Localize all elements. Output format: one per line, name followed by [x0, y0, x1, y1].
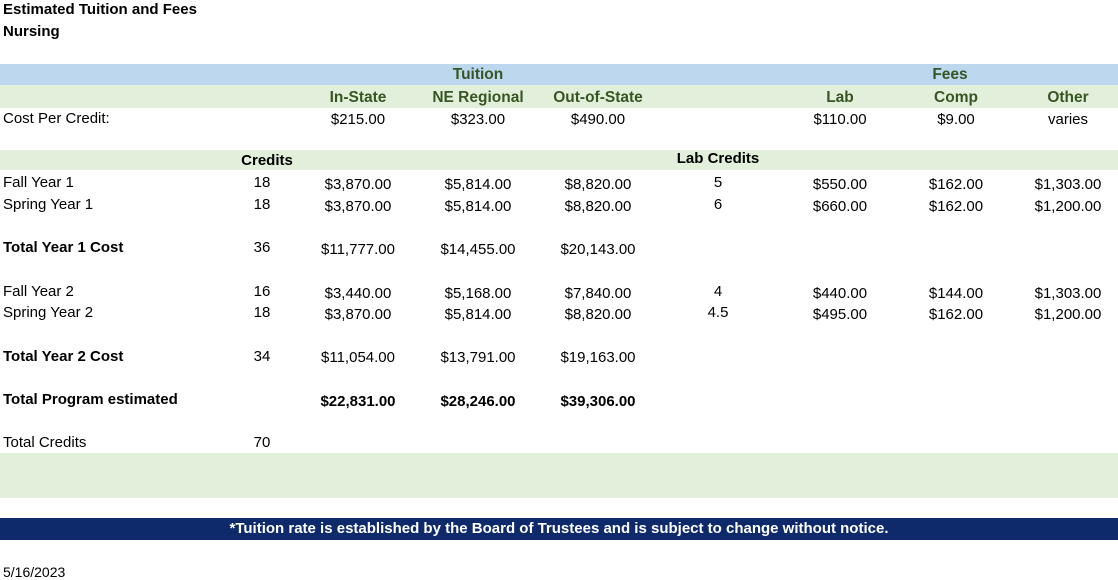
notice-bar	[0, 518, 1118, 540]
row-in-state: $3,440.00	[324, 285, 392, 302]
row-ne-regional: $13,791.00	[440, 349, 516, 366]
total-program-label: Total Program estimated	[3, 391, 178, 408]
cost-per-credit-label: Cost Per Credit:	[3, 110, 110, 127]
row-credits: 16	[253, 283, 271, 300]
row-label: Spring Year 2	[3, 304, 94, 321]
row-other: $1,303.00	[1034, 176, 1102, 193]
row-ne-regional: $14,455.00	[440, 241, 516, 258]
footer-green-band	[0, 453, 1118, 498]
credits-header-band	[0, 150, 1118, 170]
cost-per-credit-lab: $110.00	[813, 111, 867, 128]
row-comp: $144.00	[928, 285, 984, 302]
row-lab: $495.00	[812, 306, 868, 323]
date-stamp: 5/16/2023	[3, 564, 66, 580]
row-in-state: $3,870.00	[324, 198, 392, 215]
cost-per-credit-ne-regional: $323.00	[450, 111, 506, 128]
row-lab: $550.00	[812, 176, 868, 193]
row-lab-credits: 4.5	[707, 304, 729, 321]
row-in-state: $3,870.00	[324, 176, 392, 193]
row-other: $1,200.00	[1034, 306, 1102, 323]
row-credits: 18	[253, 174, 271, 191]
row-in-state: $11,777.00	[321, 241, 395, 258]
total-credits-label: Total Credits	[3, 434, 87, 451]
row-ne-regional: $5,814.00	[444, 198, 512, 215]
row-out-of-state: $7,840.00	[564, 285, 632, 302]
row-lab: $440.00	[812, 285, 868, 302]
credits-header: Credits	[241, 152, 293, 169]
row-in-state: $11,054.00	[321, 349, 395, 366]
row-lab-credits: 5	[713, 174, 723, 191]
other-header: Other	[1047, 89, 1089, 106]
in-state-header: In-State	[329, 89, 387, 106]
total-program-out-of-state: $39,306.00	[560, 393, 636, 410]
row-ne-regional: $5,814.00	[444, 176, 512, 193]
total-program-ne-regional: $28,246.00	[440, 393, 516, 410]
row-other: $1,303.00	[1034, 285, 1102, 302]
notice-text: *Tuition rate is established by the Board of Trustees and is subject to change without notice.	[229, 520, 889, 537]
lab-credits-header: Lab Credits	[676, 150, 760, 167]
row-out-of-state: $8,820.00	[564, 306, 632, 323]
title-line-1: Estimated Tuition and Fees	[3, 1, 197, 18]
row-out-of-state: $20,143.00	[560, 241, 636, 258]
row-lab-credits: 6	[713, 196, 723, 213]
fees-group-header: Fees	[932, 66, 968, 83]
row-out-of-state: $8,820.00	[564, 198, 632, 215]
cost-per-credit-in-state: $215.00	[330, 111, 386, 128]
total-year-2-label: Total Year 2 Cost	[3, 348, 124, 365]
row-other: $1,200.00	[1034, 198, 1102, 215]
total-program-in-state: $22,831.00	[320, 393, 396, 410]
comp-header: Comp	[934, 89, 978, 106]
row-comp: $162.00	[928, 176, 984, 193]
row-lab: $660.00	[812, 198, 868, 215]
row-label: Spring Year 1	[3, 196, 94, 213]
row-label: Fall Year 1	[3, 174, 74, 191]
row-comp: $162.00	[928, 198, 984, 215]
row-lab-credits: 4	[713, 283, 723, 300]
total-year-1-label: Total Year 1 Cost	[3, 239, 124, 256]
row-credits: 34	[253, 348, 271, 365]
cost-per-credit-other: varies	[1047, 111, 1088, 128]
row-out-of-state: $19,163.00	[560, 349, 636, 366]
out-of-state-header: Out-of-State	[553, 89, 643, 106]
row-credits: 18	[253, 196, 271, 213]
cost-per-credit-out-of-state: $490.00	[570, 111, 626, 128]
row-credits: 18	[253, 304, 271, 321]
row-credits: 36	[253, 239, 271, 256]
row-in-state: $3,870.00	[324, 306, 392, 323]
row-label: Fall Year 2	[3, 283, 74, 300]
row-ne-regional: $5,814.00	[444, 306, 512, 323]
title-line-2: Nursing	[3, 23, 60, 40]
total-credits-value: 70	[253, 434, 271, 451]
row-comp: $162.00	[928, 306, 984, 323]
row-ne-regional: $5,168.00	[444, 285, 512, 302]
row-out-of-state: $8,820.00	[564, 176, 632, 193]
tuition-group-header: Tuition	[452, 66, 504, 83]
lab-header: Lab	[826, 89, 854, 106]
ne-regional-header: NE Regional	[432, 89, 524, 106]
cost-per-credit-comp: $9.00	[937, 111, 975, 128]
